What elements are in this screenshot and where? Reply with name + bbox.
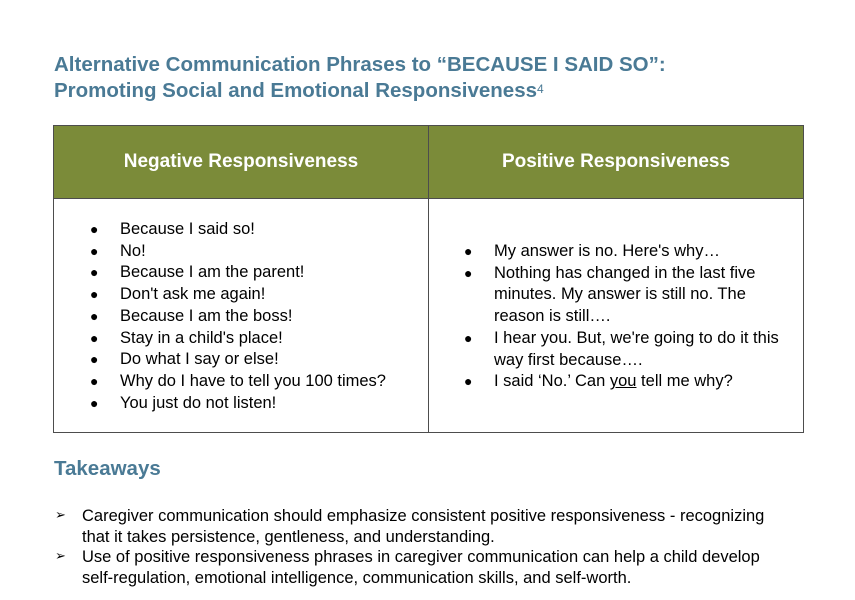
- list-item: [54, 219, 428, 241]
- positive-phrase: My answer is no. Here's why…: [494, 242, 720, 260]
- list-item: [54, 393, 428, 415]
- list-item: [54, 328, 428, 350]
- negative-responsiveness-cell: [54, 199, 429, 432]
- list-item: [54, 306, 428, 328]
- header-negative-responsiveness: Negative Responsiveness: [54, 126, 429, 199]
- list-item: [429, 328, 803, 371]
- takeaway-text: Caregiver communication should emphasize consistent positive responsiveness - recognizing that it takes persistence, gentleness, and understanding.: [82, 507, 765, 546]
- arrow-bullet-icon: ➢: [55, 508, 66, 523]
- negative-phrases-list: [54, 219, 428, 414]
- takeaways-heading: Takeaways: [54, 457, 161, 480]
- negative-phrase: Don't ask me again!: [120, 285, 266, 304]
- underlined-word: you: [609, 372, 637, 391]
- bullet-icon: ●: [90, 329, 99, 346]
- negative-phrase: Do what I say or else!: [120, 350, 279, 369]
- arrow-bullet-icon: ➢: [55, 549, 66, 564]
- bullet-icon: ●: [464, 329, 473, 346]
- negative-phrase: Why do I have to tell you 100 times?: [120, 371, 386, 390]
- positive-phrase: I hear you. But, we're going to do it this way first because….: [494, 328, 779, 369]
- negative-phrase: Because I said so!: [120, 220, 255, 238]
- takeaways-list: [54, 506, 774, 588]
- title-line-2: [54, 78, 814, 104]
- bullet-icon: ●: [464, 373, 473, 390]
- list-item: [429, 263, 803, 328]
- negative-phrase: Stay in a child's place!: [120, 328, 283, 347]
- title-line-2-text: Promoting Social and Emotional Responsiveness: [54, 79, 537, 102]
- list-item: [54, 241, 428, 263]
- header-positive-responsiveness: Positive Responsiveness: [429, 126, 803, 199]
- positive-phrase-part: I said ‘No.’ Can: [494, 372, 610, 391]
- list-item: [54, 284, 428, 306]
- list-item: [54, 262, 428, 284]
- footnote-marker: 4: [537, 82, 544, 96]
- bullet-icon: ●: [464, 264, 473, 281]
- negative-phrase: You just do not listen!: [120, 393, 277, 412]
- bullet-icon: ●: [90, 394, 99, 411]
- bullet-icon: ●: [90, 351, 99, 368]
- bullet-icon: ●: [90, 307, 99, 324]
- negative-phrase: Because I am the parent!: [120, 263, 305, 282]
- positive-phrase: Nothing has changed in the last five minutes. My answer is still no. The reason is still….: [494, 263, 756, 326]
- list-item: [54, 547, 774, 588]
- responsiveness-table: [53, 125, 804, 433]
- negative-phrase: No!: [120, 241, 146, 260]
- bullet-icon: ●: [90, 264, 99, 281]
- bullet-icon: ●: [464, 243, 473, 259]
- list-item: [429, 371, 803, 393]
- positive-responsiveness-cell: [429, 199, 803, 432]
- bullet-icon: ●: [90, 242, 99, 259]
- positive-phrase: [494, 372, 733, 390]
- bullet-icon: ●: [90, 372, 99, 389]
- positive-phrases-list: [429, 241, 803, 393]
- positive-phrase-part: tell me why?: [636, 372, 733, 391]
- bullet-icon: ●: [90, 286, 99, 303]
- list-item: [429, 241, 803, 263]
- bullet-icon: ●: [90, 221, 99, 237]
- list-item: [54, 349, 428, 371]
- negative-phrase: Because I am the boss!: [120, 306, 293, 325]
- takeaway-text: Use of positive responsiveness phrases in caregiver communication can help a child develop self-regulation, emotional intelligence, communication skills, and self-worth.: [82, 548, 760, 587]
- title-line-1: Alternative Communication Phrases to “BECAUSE I SAID SO”:: [54, 53, 666, 76]
- list-item: [54, 506, 774, 547]
- document-title: [54, 52, 814, 104]
- list-item: [54, 371, 428, 393]
